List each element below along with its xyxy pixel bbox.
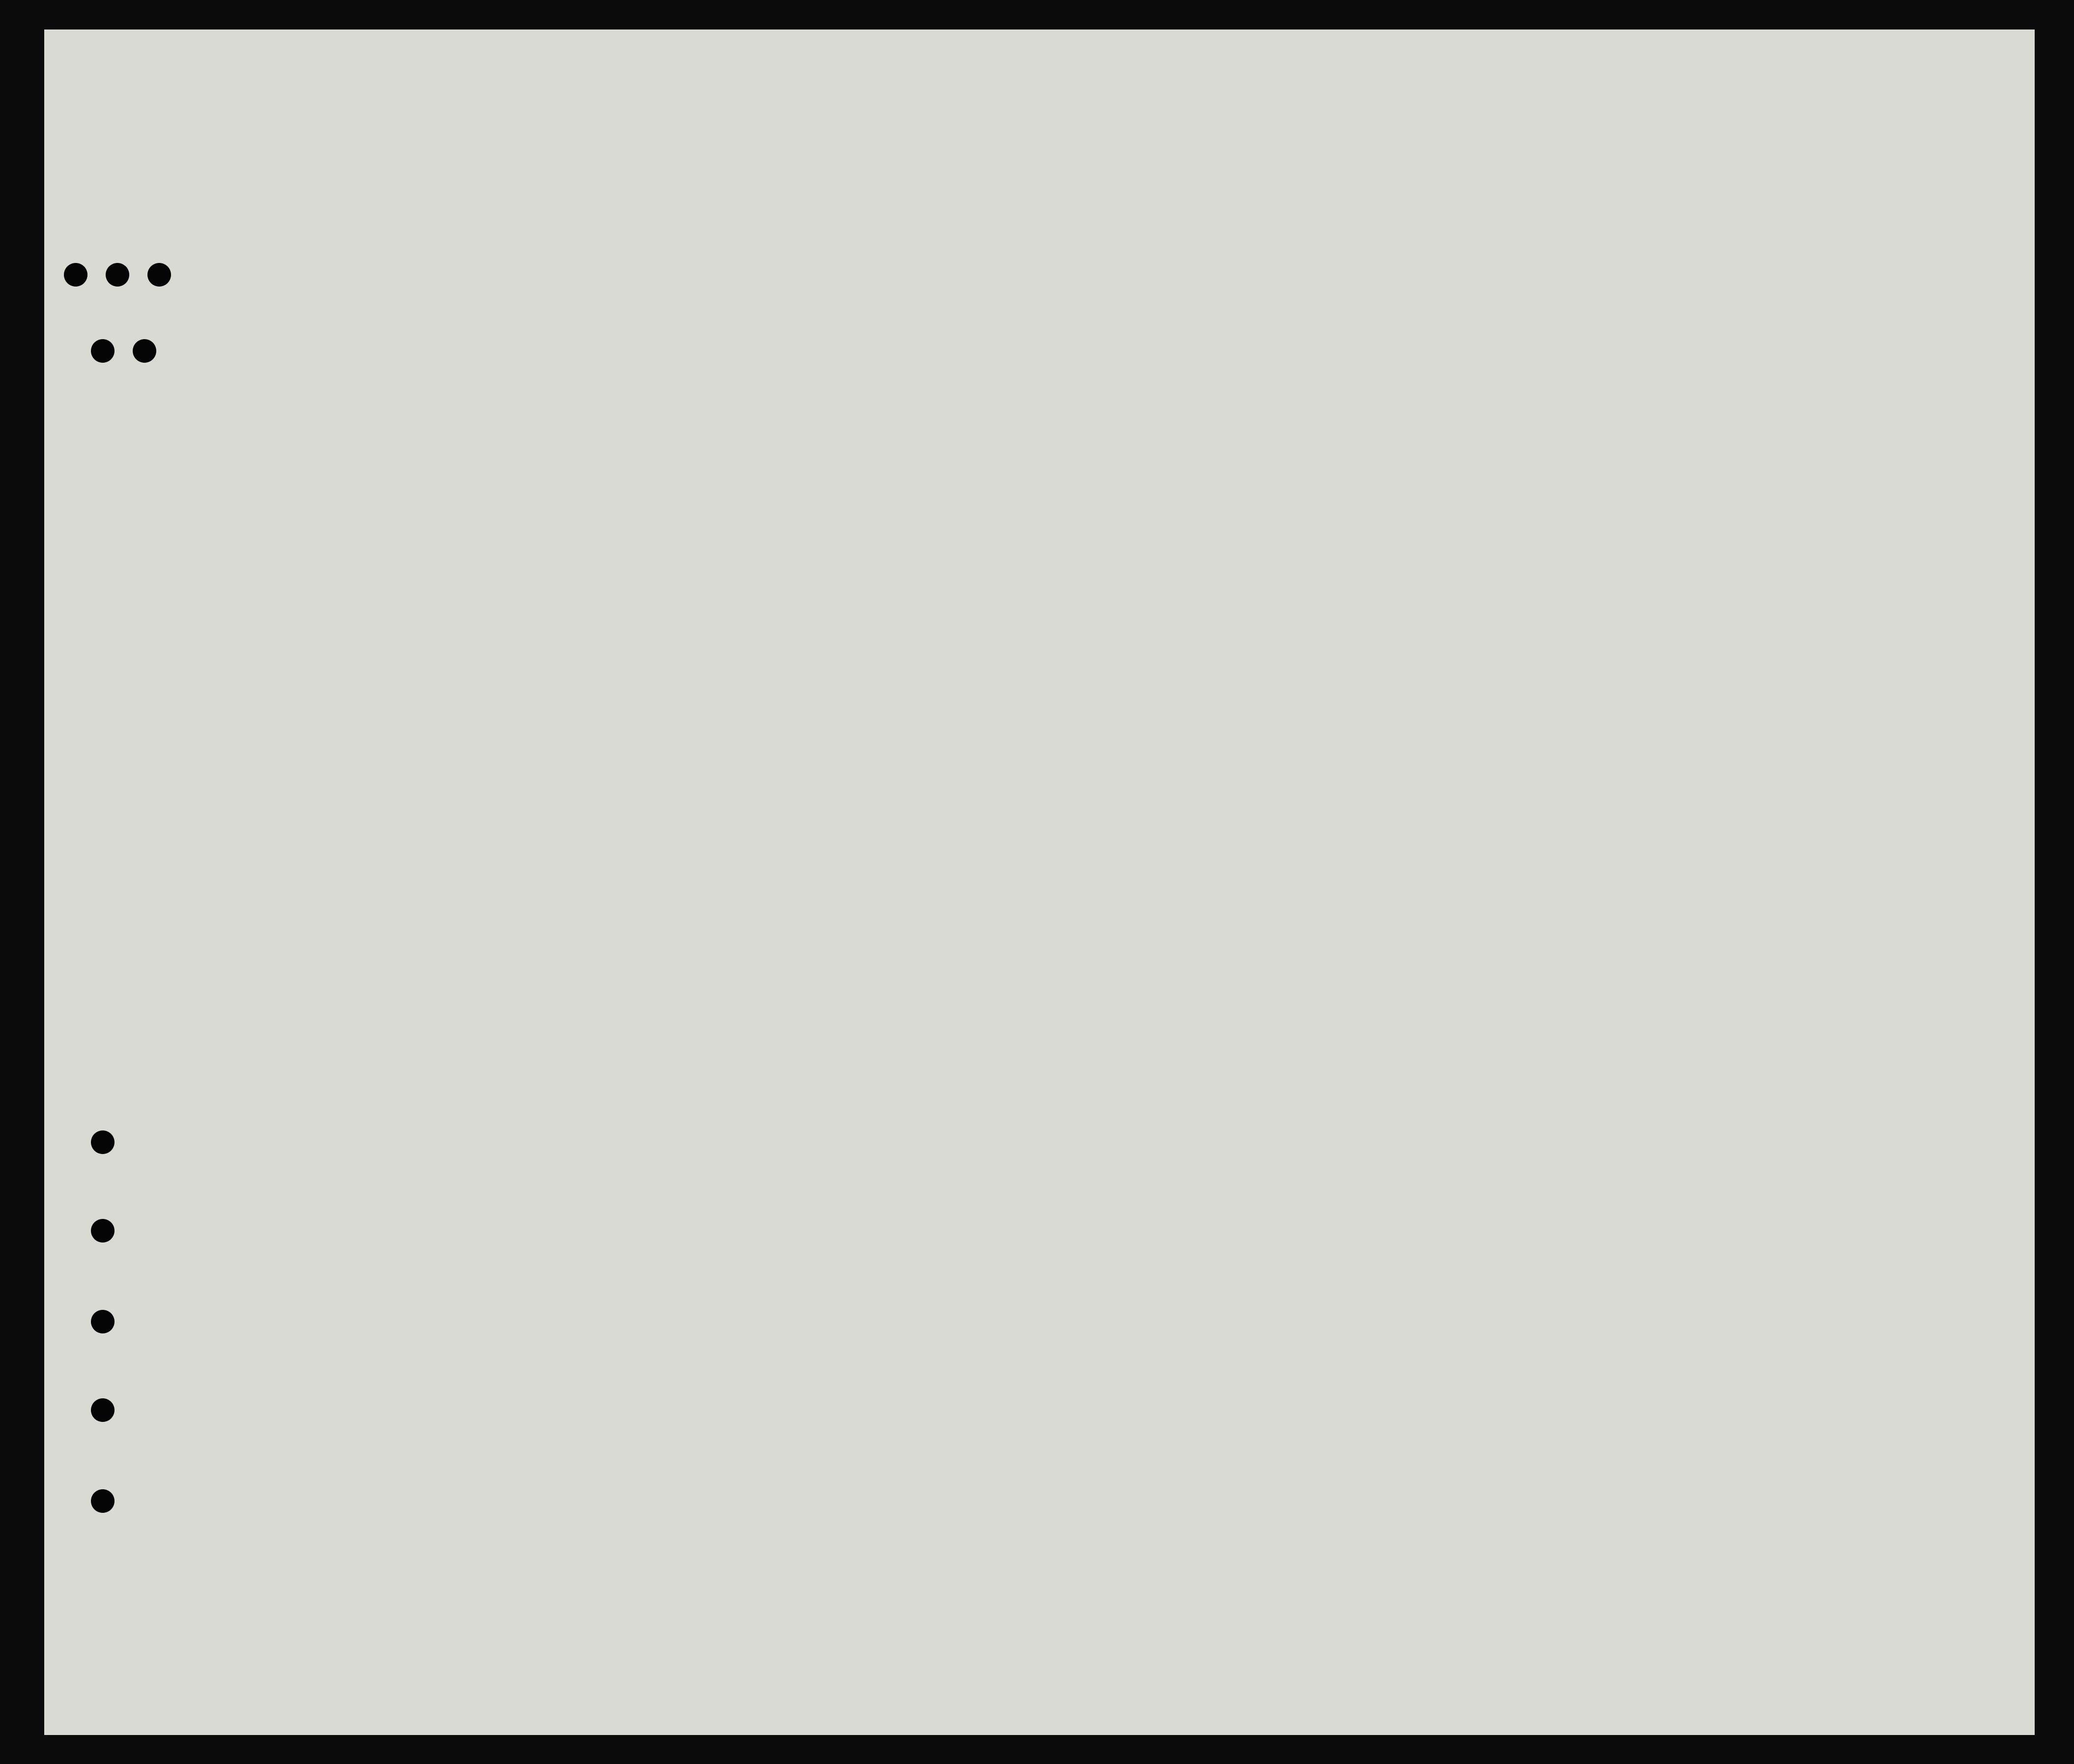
punch-hole (91, 1130, 115, 1154)
punch-hole (91, 1310, 115, 1333)
punch-hole (91, 1398, 115, 1422)
punch-hole (106, 263, 129, 287)
manifest-sheet (44, 29, 2035, 1735)
punch-hole (133, 339, 156, 363)
punch-hole (147, 263, 171, 287)
punch-hole (91, 339, 115, 363)
ruling-lines (44, 29, 2035, 1735)
punch-hole (91, 1489, 115, 1513)
punch-hole (91, 1219, 115, 1243)
punch-hole (64, 263, 87, 287)
